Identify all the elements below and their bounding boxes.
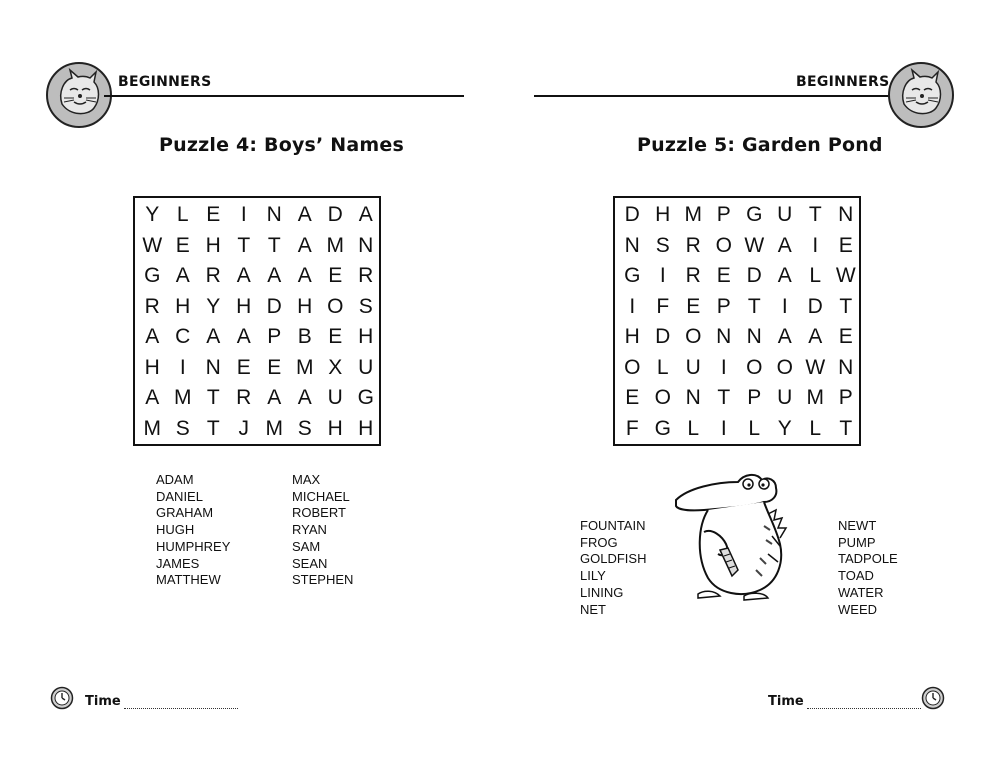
grid-cell[interactable]: I (629, 294, 636, 318)
grid-cell[interactable]: N (746, 325, 762, 349)
word-item: NET (580, 601, 606, 617)
grid-cell[interactable]: T (206, 416, 220, 440)
grid-cell[interactable]: P (838, 386, 853, 410)
grid-cell[interactable]: A (175, 264, 190, 288)
grid-cell[interactable]: G (144, 264, 161, 288)
word-item: JAMES (156, 555, 200, 571)
grid-cell[interactable]: A (145, 325, 160, 349)
section-label: BEGINNERS (118, 74, 212, 90)
grid-cell[interactable]: O (685, 325, 702, 349)
word-item: ADAM (156, 472, 194, 487)
grid-cell[interactable]: E (328, 325, 343, 349)
grid-cell[interactable]: N (838, 355, 854, 379)
puzzle-title: Puzzle 5: Garden Pond (637, 134, 883, 156)
grid-cell[interactable]: A (267, 264, 282, 288)
word-item: FOUNTAIN (580, 518, 646, 533)
word-list-column-1 (580, 518, 646, 618)
word-list-column-2 (838, 518, 898, 618)
grid-cell[interactable]: O (746, 355, 763, 379)
grid-cell[interactable]: T (206, 386, 220, 410)
grid-cell[interactable]: M (143, 416, 161, 440)
time-field (85, 694, 238, 709)
grid-cell[interactable]: P (716, 294, 731, 318)
grid-cell[interactable]: J (238, 416, 249, 440)
grid-cell[interactable]: L (687, 416, 700, 440)
grid-cell[interactable]: E (838, 325, 853, 349)
grid-cell[interactable]: D (807, 294, 823, 318)
word-item: HUMPHREY (156, 538, 231, 554)
word-item: MAX (292, 472, 321, 487)
word-list-column-1 (156, 472, 230, 589)
puzzle-title: Puzzle 4: Boys’ Names (159, 134, 404, 156)
grid-cell[interactable]: P (716, 203, 731, 227)
word-item: GRAHAM (156, 505, 214, 521)
word-item: SEAN (292, 555, 328, 571)
grid-cell[interactable]: L (176, 203, 189, 227)
time-label: Time (85, 694, 121, 709)
clock-icon (921, 686, 945, 710)
time-entry-line[interactable] (124, 696, 238, 709)
grid-cell[interactable]: M (174, 386, 192, 410)
grid-cell[interactable]: E (206, 203, 221, 227)
grid-cell[interactable]: A (145, 386, 160, 410)
word-item: PUMP (838, 534, 876, 550)
grid-cell[interactable]: H (236, 294, 252, 318)
grid-cell[interactable]: R (236, 386, 252, 410)
grid-cell[interactable]: Y (145, 203, 160, 227)
grid-cell[interactable]: I (179, 355, 186, 379)
grid-cell[interactable]: T (237, 233, 251, 257)
grid-cell[interactable]: A (267, 386, 282, 410)
grid-cell[interactable]: E (236, 355, 251, 379)
grid-cell[interactable]: W (835, 264, 856, 288)
word-item: GOLDFISH (580, 551, 647, 567)
grid-cell[interactable]: N (624, 233, 640, 257)
word-item: STEPHEN (292, 572, 354, 588)
grid-cell[interactable]: P (267, 325, 282, 349)
grid-cell[interactable]: L (656, 355, 669, 379)
word-item: WATER (838, 584, 884, 600)
grid-cell[interactable]: R (685, 264, 701, 288)
grid-cell[interactable]: H (358, 416, 374, 440)
section-label: BEGINNERS (796, 74, 890, 90)
grid-cell[interactable]: S (655, 233, 670, 257)
grid-cell[interactable]: D (327, 203, 343, 227)
grid-cell[interactable]: I (781, 294, 788, 318)
grid-cell[interactable]: G (357, 386, 374, 410)
grid-cell[interactable]: N (685, 386, 701, 410)
grid-cell[interactable]: M (684, 203, 702, 227)
grid-cell[interactable]: T (839, 294, 853, 318)
grid-cell[interactable]: H (175, 294, 191, 318)
grid-cell[interactable]: I (720, 355, 727, 379)
grid-cell[interactable]: H (624, 325, 640, 349)
word-item: FROG (580, 534, 618, 550)
grid-cell[interactable]: O (654, 386, 671, 410)
word-item: ROBERT (292, 505, 346, 521)
grid-cell[interactable]: T (808, 203, 822, 227)
grid-cell[interactable]: I (812, 233, 819, 257)
grid-cell[interactable]: X (328, 355, 343, 379)
time-entry-line[interactable] (807, 696, 921, 709)
grid-cell[interactable]: R (685, 233, 701, 257)
grid-cell[interactable]: A (777, 264, 792, 288)
grid-cell[interactable]: S (175, 416, 190, 440)
grid-cell[interactable]: U (777, 386, 793, 410)
grid-cell[interactable]: A (297, 386, 312, 410)
letter-grid-box (133, 196, 381, 446)
right-page (498, 0, 996, 773)
grid-cell[interactable]: H (327, 416, 343, 440)
grid-cell[interactable]: H (297, 294, 313, 318)
grid-cell[interactable]: D (266, 294, 282, 318)
grid-cell[interactable]: D (624, 203, 640, 227)
grid-cell[interactable]: E (838, 233, 853, 257)
grid-cell[interactable]: U (777, 203, 793, 227)
crocodile-illustration (668, 466, 818, 621)
grid-cell[interactable]: A (297, 264, 312, 288)
grid-cell[interactable]: W (744, 233, 765, 257)
grid-cell[interactable]: C (175, 325, 191, 349)
grid-cell[interactable]: L (809, 416, 822, 440)
grid-cell[interactable]: I (659, 264, 666, 288)
grid-cell[interactable]: E (625, 386, 640, 410)
word-item: TADPOLE (838, 551, 898, 567)
grid-cell[interactable]: L (748, 416, 761, 440)
grid-cell[interactable]: U (358, 355, 374, 379)
grid-cell[interactable]: R (144, 294, 160, 318)
grid-cell[interactable]: H (144, 355, 160, 379)
grid-cell[interactable]: D (655, 325, 671, 349)
word-item: LINING (580, 584, 624, 600)
word-item: DANIEL (156, 488, 203, 504)
grid-cell[interactable]: E (328, 264, 343, 288)
cat-mascot-icon (46, 62, 112, 128)
grid-cell[interactable]: A (777, 325, 792, 349)
word-item: TOAD (838, 568, 874, 584)
word-item: MICHAEL (292, 488, 350, 504)
grid-cell[interactable]: D (746, 264, 762, 288)
grid-cell[interactable]: G (624, 264, 641, 288)
grid-cell[interactable]: H (655, 203, 671, 227)
grid-cell[interactable]: O (715, 233, 732, 257)
grid-cell[interactable]: T (747, 294, 761, 318)
header-rule (104, 95, 464, 97)
grid-cell[interactable]: M (296, 355, 314, 379)
grid-cell[interactable]: R (205, 264, 221, 288)
grid-cell[interactable]: U (327, 386, 343, 410)
grid-cell[interactable]: W (142, 233, 163, 257)
word-item: NEWT (838, 518, 877, 533)
clock-icon (50, 686, 74, 710)
word-item: WEED (838, 601, 877, 617)
grid-cell[interactable]: O (624, 355, 641, 379)
grid-cell[interactable]: S (358, 294, 373, 318)
grid-cell[interactable]: F (656, 294, 670, 318)
grid-cell[interactable]: O (776, 355, 793, 379)
grid-cell[interactable]: M (806, 386, 824, 410)
letter-grid (137, 200, 381, 444)
grid-cell[interactable]: A (808, 325, 823, 349)
grid-cell[interactable]: N (266, 203, 282, 227)
grid-cell[interactable]: T (267, 233, 281, 257)
grid-cell[interactable]: A (236, 325, 251, 349)
grid-cell[interactable]: N (716, 325, 732, 349)
cat-mascot-icon (888, 62, 954, 128)
grid-cell[interactable]: B (297, 325, 312, 349)
grid-cell[interactable]: G (654, 416, 671, 440)
grid-cell[interactable]: A (236, 264, 251, 288)
letter-grid-box (613, 196, 861, 446)
grid-cell[interactable]: A (297, 233, 312, 257)
grid-cell[interactable]: A (777, 233, 792, 257)
grid-cell[interactable]: N (838, 203, 854, 227)
grid-cell[interactable]: I (240, 203, 247, 227)
grid-cell[interactable]: E (175, 233, 190, 257)
grid-cell[interactable]: L (809, 264, 822, 288)
grid-cell[interactable]: Y (206, 294, 221, 318)
header-rule (534, 95, 894, 97)
grid-cell[interactable]: E (267, 355, 282, 379)
grid-cell[interactable]: R (358, 264, 374, 288)
letter-grid (617, 200, 861, 444)
grid-cell[interactable]: A (297, 203, 312, 227)
grid-cell[interactable]: F (625, 416, 639, 440)
word-item: HUGH (156, 522, 195, 538)
grid-cell[interactable]: M (265, 416, 283, 440)
grid-cell[interactable]: W (805, 355, 826, 379)
grid-cell[interactable]: O (327, 294, 344, 318)
grid-cell[interactable]: I (720, 416, 727, 440)
word-item: MATTHEW (156, 572, 221, 588)
grid-cell[interactable]: U (685, 355, 701, 379)
time-label: Time (768, 694, 804, 709)
grid-cell[interactable]: H (358, 325, 374, 349)
grid-cell[interactable]: Y (777, 416, 792, 440)
grid-cell[interactable]: H (205, 233, 221, 257)
grid-cell[interactable]: G (746, 203, 763, 227)
grid-cell[interactable]: T (717, 386, 731, 410)
word-item: LILY (580, 568, 606, 584)
word-item: SAM (292, 538, 321, 554)
grid-cell[interactable]: E (716, 264, 731, 288)
grid-cell[interactable]: M (326, 233, 344, 257)
grid-cell[interactable]: P (747, 386, 762, 410)
grid-cell[interactable]: S (297, 416, 312, 440)
word-list-column-2 (292, 472, 353, 589)
grid-cell[interactable]: N (205, 355, 221, 379)
grid-cell[interactable]: E (686, 294, 701, 318)
grid-cell[interactable]: A (358, 203, 373, 227)
grid-cell[interactable]: N (358, 233, 374, 257)
word-item: RYAN (292, 522, 327, 538)
grid-cell[interactable]: T (839, 416, 853, 440)
time-field (768, 694, 921, 709)
grid-cell[interactable]: A (206, 325, 221, 349)
